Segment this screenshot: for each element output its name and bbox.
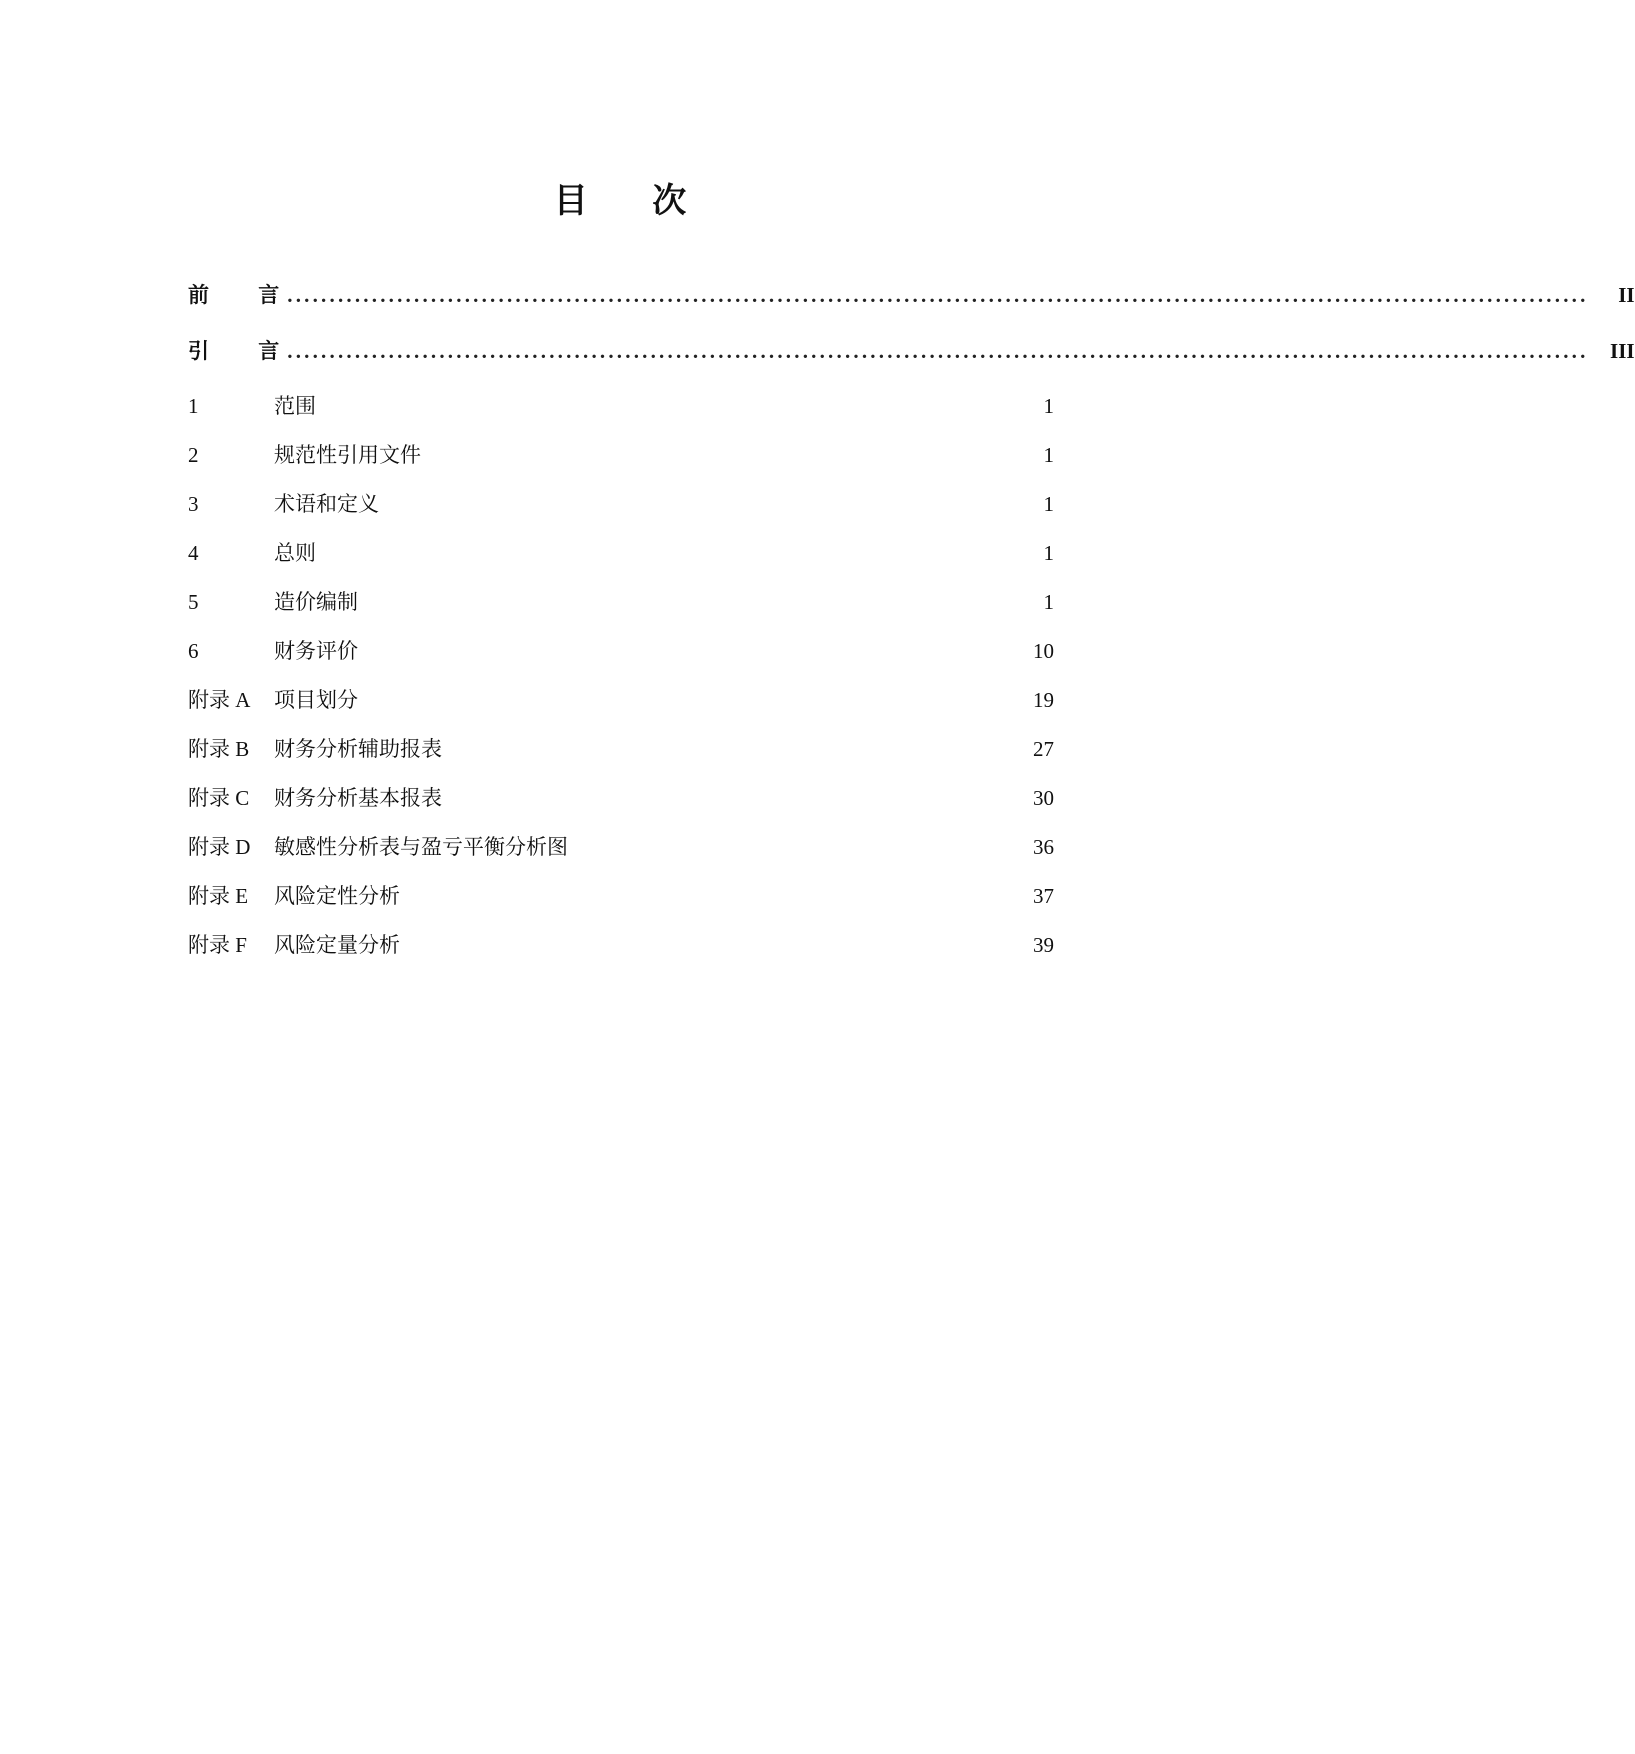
toc-entry-page: 27	[1033, 737, 1054, 761]
toc-entry-title: 范围	[274, 394, 316, 418]
toc-entry-number: 附录 E	[188, 884, 249, 908]
toc-entry-appendix[interactable]	[188, 879, 1054, 913]
toc-entry-title: 风险定性分析	[274, 884, 400, 908]
toc-entry-foreword[interactable]	[188, 278, 1635, 312]
dot-leader: ..........................................................................................................................................................	[287, 339, 1589, 363]
toc-entry-number: 5	[188, 590, 199, 614]
toc-entry-page: 1	[1043, 541, 1054, 565]
dot-leader: ..........................................................................................................................................................	[287, 283, 1589, 307]
toc-entry-title: 总则	[274, 541, 316, 565]
toc-entry-appendix[interactable]	[188, 732, 1054, 766]
toc-entry-page: 1	[1043, 492, 1054, 516]
toc-entry-title: 财务分析基本报表	[274, 786, 442, 810]
page-title: 目 次	[553, 183, 715, 220]
toc-entry-title: 规范性引用文件	[274, 443, 421, 467]
toc-entry-number: 4	[188, 541, 199, 565]
toc-entry-appendix[interactable]	[188, 683, 1054, 717]
toc-entry[interactable]	[188, 389, 1054, 423]
toc-entry-page: 30	[1033, 786, 1054, 810]
toc-entry-page: 10	[1033, 639, 1054, 663]
toc-entry-page: 39	[1033, 933, 1054, 957]
toc-entry[interactable]	[188, 487, 1054, 521]
toc-entry-appendix[interactable]	[188, 928, 1054, 962]
toc-entry-title: 敏感性分析表与盈亏平衡分析图	[274, 835, 568, 859]
toc-entry-page: II	[1618, 283, 1635, 307]
toc-entry-number: 3	[188, 492, 199, 516]
toc-entry-page: 37	[1033, 884, 1054, 908]
toc-entry[interactable]	[188, 634, 1054, 668]
toc-entry-introduction[interactable]	[188, 334, 1635, 368]
toc-entry-appendix[interactable]	[188, 781, 1054, 815]
toc-entry-title: 财务评价	[274, 639, 358, 663]
toc-entry-page: 19	[1033, 688, 1054, 712]
toc-entry-page: 1	[1043, 443, 1054, 467]
toc-entry-number: 附录 F	[188, 933, 247, 957]
toc-entry-number: 2	[188, 443, 199, 467]
toc-entry-title: 术语和定义	[274, 492, 379, 516]
toc-entry[interactable]	[188, 536, 1054, 570]
toc-entry-number: 1	[188, 394, 199, 418]
toc-entry-appendix[interactable]	[188, 830, 1054, 864]
toc-entry-label: 引 言	[188, 339, 302, 363]
toc-entry-number: 附录 D	[188, 835, 251, 859]
toc-entry-page: 36	[1033, 835, 1054, 859]
toc-entry-page: III	[1610, 339, 1635, 363]
toc-entry-number: 附录 B	[188, 737, 250, 761]
toc-entry[interactable]	[188, 585, 1054, 619]
toc-entry-number: 6	[188, 639, 199, 663]
toc-entry-title: 项目划分	[274, 688, 358, 712]
toc-entry-label: 前 言	[188, 283, 302, 307]
toc-entry-number: 附录 A	[188, 688, 251, 712]
toc-entry-page: 1	[1043, 590, 1054, 614]
toc-entry[interactable]	[188, 438, 1054, 472]
toc-entry-title: 风险定量分析	[274, 933, 400, 957]
toc-entry-number: 附录 C	[188, 786, 250, 810]
toc-entry-title: 财务分析辅助报表	[274, 737, 442, 761]
toc-entry-page: 1	[1043, 394, 1054, 418]
toc-entry-title: 造价编制	[274, 590, 358, 614]
